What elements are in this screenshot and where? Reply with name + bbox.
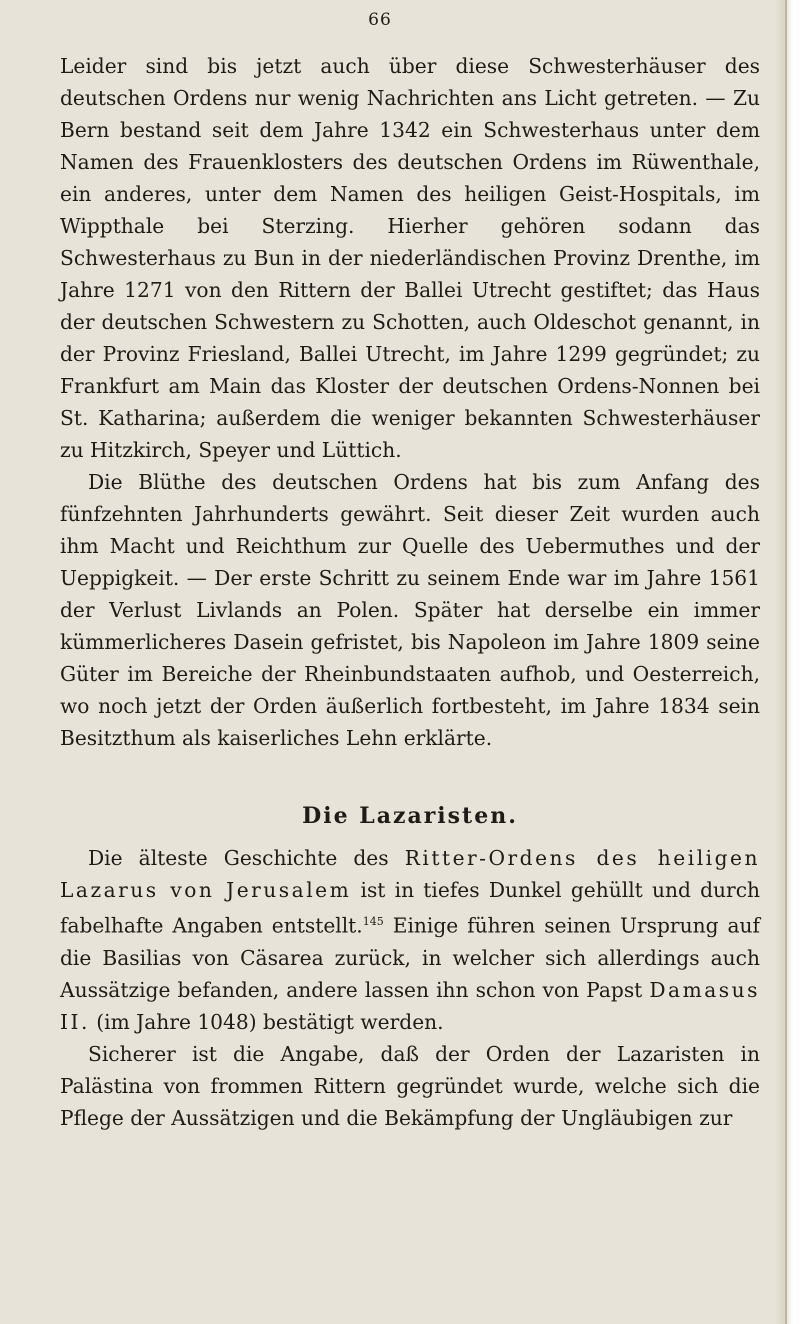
paragraph-2: Die Blüthe des deutschen Ordens hat bis zum Anfang des fünfzehnten Jahrhunderts gewährt. Seit dieser Zeit wurden auch ihm Macht und Reichthum zur Quelle des Uebermuthes und der Ueppigkeit. — Der erste Schritt zu seinem Ende war im Jahre 1561 der Verlust Livlands an Polen. Später hat derselbe ein immer kümmerlicheres Dasein gefristet, bis Napoleon im Jahre 1809 seine Güter im Bereiche der Rheinbundstaaten aufhob, und Oesterreich, wo noch jetzt der Orden äußerlich fortbesteht, im Jahre 1834 sein Besitzthum als kaiserliches Lehn erklärte. [60, 470, 760, 750]
page-edge-line [785, 0, 787, 1324]
paragraph-3-text-4: (im Jahre 1048) bestätigt werden. [89, 1009, 444, 1034]
footnote-marker: 145 [362, 915, 384, 928]
page-edge-shadow [775, 0, 801, 1324]
paragraph-3-text-1: Die älteste Geschichte des [88, 846, 405, 870]
paragraph-3-text-2: ist in tiefes Dunkel gehüllt und durch fabelhafte Angaben entstellt. [60, 878, 760, 938]
paragraph-1: Leider sind bis jetzt auch über diese Schwesterhäuser des deutschen Ordens nur wenig Nachrichten ans Licht getreten. — Zu Bern bestand seit dem Jahre 1342 ein Schwesterhaus unter dem Namen des Frauenklosters des deutschen Ordens im Rüwenthale, ein anderes, unter dem Namen des heiligen Geist-Hospitals, im Wippthale bei Sterzing. Hierher gehören sodann das Schwesterhaus zu Bun in der niederländischen Provinz Drenthe, im Jahre 1271 von den Rittern der Ballei Utrecht gestiftet; das Haus der deutschen Schwestern zu Schotten, auch Oldeschot genannt, in der Provinz Friesland, Ballei Utrecht, im Jahre 1299 gegründet; zu Frankfurt am Main das Kloster der deutschen Ordens-Nonnen bei St. Katharina; außerdem die weniger bekannten Schwesterhäuser zu Hitzkirch, Speyer und Lüttich. [60, 54, 760, 462]
body-text [60, 50, 760, 1134]
paragraph-3-text-3: Einige führen seinen Ursprung auf die Basilias von Cäsarea zurück, in welcher sich allerdings auch Aussätzige befanden, andere lassen ihn schon von Papst [60, 913, 760, 1002]
pope-name-spaced: Damasus II. [60, 977, 760, 1034]
section-heading: Die Lazaristen. [302, 803, 518, 829]
paragraph-4: Sicherer ist die Angabe, daß der Orden der Lazaristen in Palästina von frommen Rittern gegründet wurde, welche sich die Pflege der Aussätzigen und die Bekämpfung der Ungläubigen zur [60, 1041, 760, 1130]
paragraph-3 [60, 842, 760, 1038]
order-name-spaced: Ritter-Ordens des heiligen Lazarus von Jerusalem [60, 846, 760, 902]
page-number: 66 [368, 10, 392, 30]
